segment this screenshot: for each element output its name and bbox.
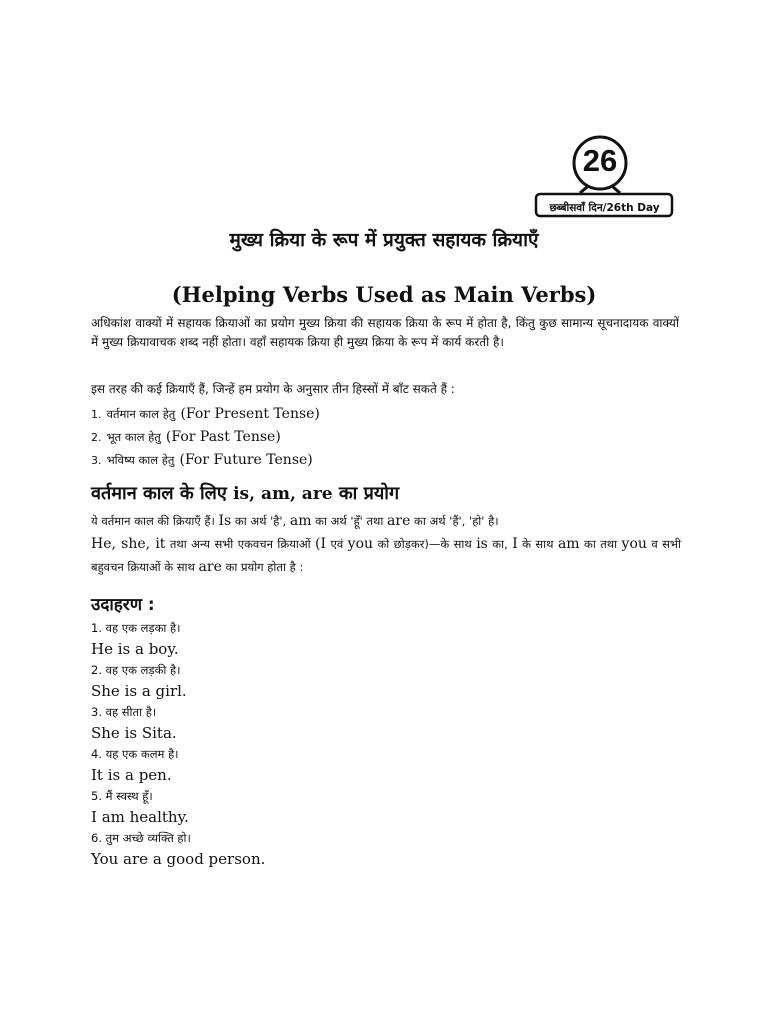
example-english: You are a good person. — [91, 850, 266, 868]
list-item — [91, 618, 265, 660]
example-english: I am healthy. — [91, 808, 189, 826]
day-number: 26 — [582, 143, 618, 178]
list-item — [91, 786, 265, 828]
example-hindi: 3. वह सीता है। — [91, 705, 157, 719]
intro-paragraph: अधिकांश वाक्यों में सहायक क्रियाओं का प्रयोग मुख्य क्रिया की सहायक क्रिया के रूप में होता है, किंतु कुछ सामान्य सूचनादायक वाक्यों में मुख्य क्रियावाचक शब्द नहीं होता। वहाँ सहायक क्रिया ही मुख्य क्रिया के रूप में कार्य करती है। — [91, 316, 679, 349]
example-hindi: 5. मैं स्वस्थ हूँ। — [91, 789, 153, 803]
tense-list — [91, 401, 320, 470]
examples-list — [91, 618, 265, 870]
example-hindi: 6. तुम अच्छे व्यक्ति हो। — [91, 831, 191, 845]
example-hindi: 1. वह एक लड़का है। — [91, 621, 181, 635]
page-title-hindi: मुख्य क्रिया के रूप में प्रयुक्त सहायक क्रियाएँ — [229, 229, 539, 251]
section-heading: वर्तमान काल के लिए is, am, are का प्रयोग — [91, 483, 400, 504]
day-label: छब्बीसवाँ दिन/26th Day — [549, 202, 660, 214]
list-item — [91, 744, 265, 786]
example-english: She is a girl. — [91, 682, 187, 700]
day-badge — [532, 135, 677, 225]
list-item: 3. भविष्य काल हेतु (For Future Tense) — [91, 452, 313, 468]
section-line-1: ये वर्तमान काल की क्रियाएँ हैं। Is का अर्थ 'है', am का अर्थ 'हूँ' तथा are का अर्थ 'हैं', 'हो' है। — [91, 513, 499, 529]
examples-heading: उदाहरण : — [91, 595, 155, 615]
list-item: 1. वर्तमान काल हेतु (For Present Tense) — [91, 406, 320, 422]
example-hindi: 2. वह एक लड़की है। — [91, 663, 181, 677]
example-english: It is a pen. — [91, 766, 172, 784]
list-item: 2. भूत काल हेतु (For Past Tense) — [91, 429, 281, 445]
example-english: She is Sita. — [91, 724, 177, 742]
section-line-2: He, she, it तथा अन्य सभी एकवचन क्रियाओं (I एवं you को छोड़कर)—के साथ is का, I के साथ am का तथा you व सभी बहुवचन क्रियाओं के साथ are का प्रयोग होता है : — [91, 536, 681, 575]
division-sentence: इस तरह की कई क्रियाएँ हैं, जिन्हें हम प्रयोग के अनुसार तीन हिस्सों में बाँट सकते हैं : — [91, 382, 455, 396]
example-english: He is a boy. — [91, 640, 179, 658]
list-item — [91, 660, 265, 702]
page-title-english: (Helping Verbs Used as Main Verbs) — [171, 282, 597, 307]
list-item — [91, 702, 265, 744]
example-hindi: 4. यह एक कलम है। — [91, 747, 179, 761]
list-item — [91, 828, 265, 870]
